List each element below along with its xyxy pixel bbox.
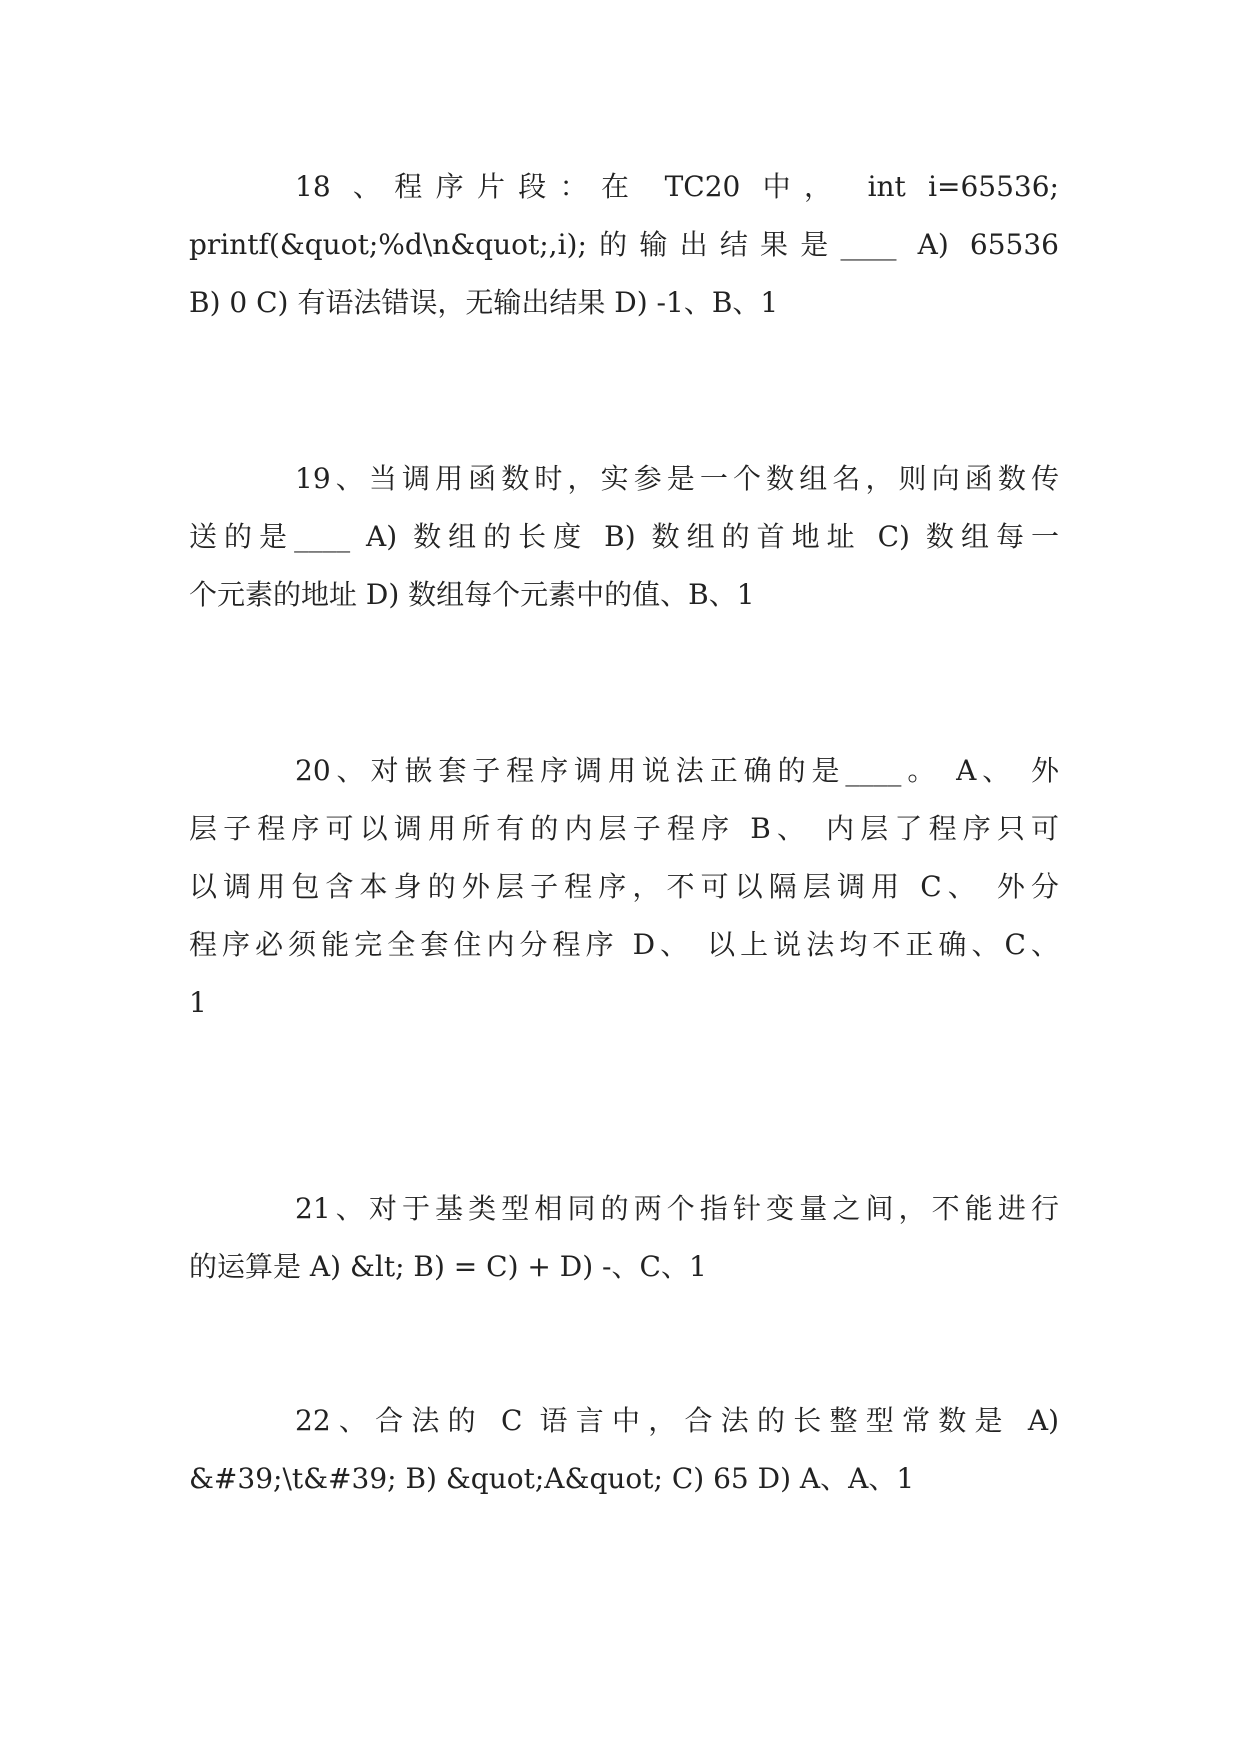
question-line: 20、对嵌套子程序调用说法正确的是____。 A、 外: [295, 754, 1059, 787]
question-line: 程序必须能完全套住内分程序 D、 以上说法均不正确、C、: [189, 928, 1059, 961]
question-line: B) 0 C) 有语法错误，无输出结果 D) -1、B、1: [189, 286, 779, 319]
question-line: 18 、程序片段：在 TC20 中， int i=65536;: [295, 170, 1059, 203]
question-22: [189, 1392, 1059, 1508]
question-20: [189, 742, 1059, 1032]
question-line: &#39;\t&#39; B) &quot;A&quot; C) 65 D) A、A、1: [189, 1462, 915, 1495]
question-line: 个元素的地址 D) 数组每个元素中的值、B、1: [189, 578, 755, 611]
question-21: [189, 1180, 1059, 1296]
question-line: 21、对于基类型相同的两个指针变量之间，不能进行: [295, 1192, 1059, 1225]
question-line: 以调用包含本身的外层子程序，不可以隔层调用 C、 外分: [189, 870, 1059, 903]
question-line: printf(&quot;%d\n&quot;,i);的输出结果是____ A) 65536: [189, 228, 1059, 261]
question-line: 1: [189, 986, 207, 1019]
question-19: [189, 450, 1059, 624]
question-18: [189, 158, 1059, 332]
question-line: 19、当调用函数时，实参是一个数组名，则向函数传: [295, 462, 1059, 495]
question-line: 层子程序可以调用所有的内层子程序 B、 内层了程序只可: [189, 812, 1059, 845]
question-line: 送的是____ A) 数组的长度 B) 数组的首地址 C) 数组每一: [189, 520, 1059, 553]
question-line: 22、合法的 C 语言中，合法的长整型常数是 A): [295, 1404, 1059, 1437]
question-line: 的运算是 A) &lt; B) = C) + D) -、C、1: [189, 1250, 707, 1283]
